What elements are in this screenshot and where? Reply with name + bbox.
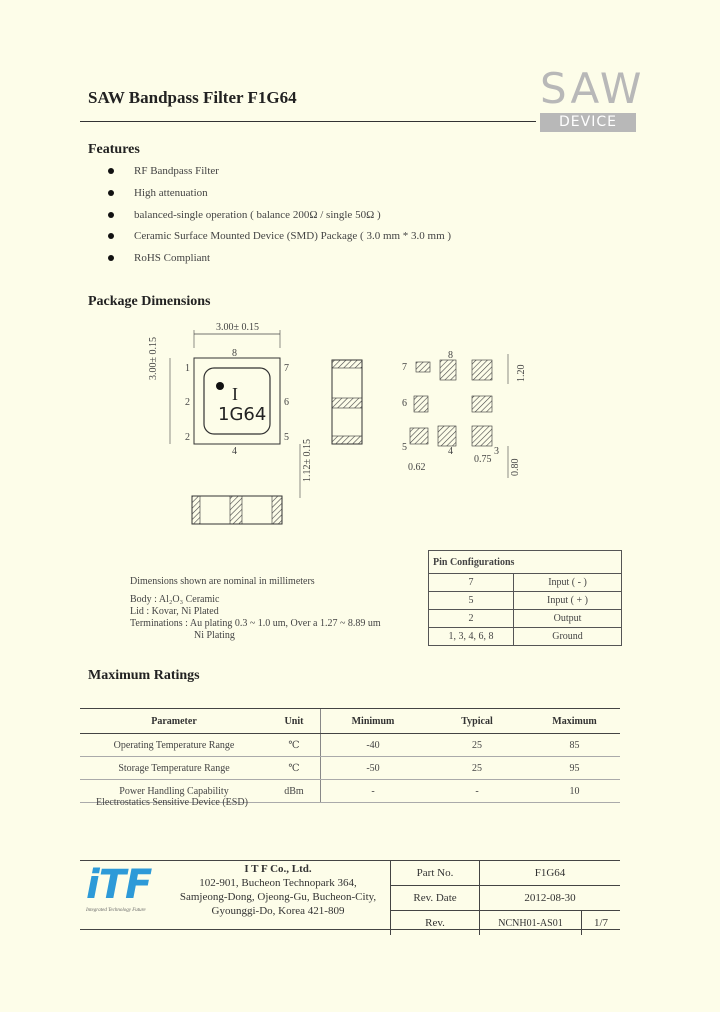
- table-row: Storage Temperature Range ℃ -50 25 95: [80, 757, 620, 780]
- land-pin-label: 3: [494, 446, 499, 457]
- note-line: Lid : Kovar, Ni Plated: [130, 606, 219, 617]
- land-dimension: 0.75: [474, 454, 492, 465]
- land-pad: [472, 426, 492, 446]
- land-pin-label: 8: [448, 350, 453, 361]
- esd-note: Electrostatics Sensitive Device (ESD): [96, 797, 248, 808]
- land-pad: [472, 360, 492, 380]
- marking-line-2: 1G64: [218, 404, 267, 425]
- note-line: Ni Plating: [194, 630, 235, 641]
- pin-label: 2: [185, 432, 190, 443]
- feature-item: RoHS Compliant: [108, 252, 210, 264]
- table-row: Operating Temperature Range ℃ -40 25 85: [80, 734, 620, 757]
- table-header-row: Parameter Unit Minimum Typical Maximum: [80, 709, 620, 734]
- package-heading: Package Dimensions: [88, 294, 211, 309]
- land-pad: [414, 396, 428, 412]
- dimension-thickness: 1.12± 0.15: [302, 439, 313, 482]
- land-pad: [472, 396, 492, 412]
- table-row: 7 Input ( - ): [429, 574, 622, 592]
- land-pad: [440, 360, 456, 380]
- feature-item: balanced-single operation ( balance 200Ω / single 50Ω ): [108, 209, 381, 221]
- table-row: Power Handling Capability dBm - - 10: [80, 780, 620, 803]
- features-heading: Features: [88, 142, 140, 157]
- pin-label: 8: [232, 348, 237, 359]
- bullet-icon: [108, 212, 114, 218]
- bullet-icon: [108, 168, 114, 174]
- feature-item: High attenuation: [108, 187, 208, 199]
- company-address: I T F Co., Ltd. 102-901, Bucheon Technopark 364, Samjeong-Dong, Ojeong-Gu, Bucheon-City, Gyounggi-Do, Korea 421-809: [179, 863, 377, 917]
- note-line: Body : Al₂O₃ Ceramic: [130, 594, 220, 605]
- saw-logo-text: SAW: [540, 64, 645, 113]
- table-row: 2 Output: [429, 610, 622, 628]
- dimension-width: 3.00± 0.15: [216, 322, 259, 333]
- note-line: Dimensions shown are nominal in millimeters: [130, 576, 315, 587]
- pin-label: 6: [284, 397, 289, 408]
- marking-line-1: I: [232, 384, 238, 404]
- land-pad: [410, 428, 428, 444]
- feature-item: RF Bandpass Filter: [108, 165, 219, 177]
- pin-label: 2: [185, 397, 190, 408]
- table-row: 5 Input ( + ): [429, 592, 622, 610]
- bullet-icon: [108, 190, 114, 196]
- land-dimension: 1.20: [516, 364, 527, 382]
- pin-config-heading: Pin Configurations: [429, 551, 622, 574]
- feature-item: Ceramic Surface Mounted Device (SMD) Package ( 3.0 mm * 3.0 mm ): [108, 230, 451, 242]
- pin-config-table: [428, 550, 622, 646]
- land-dimension: 0.80: [510, 458, 521, 476]
- package-drawing: [150, 318, 550, 538]
- table-row: 1, 3, 4, 6, 8 Ground: [429, 628, 622, 646]
- land-pin-label: 7: [402, 362, 407, 373]
- pin-label: 4: [232, 446, 237, 457]
- land-pad: [416, 362, 430, 372]
- note-line: Terminations : Au plating 0.3 ~ 1.0 um, Over a 1.27 ~ 8.89 um: [130, 618, 381, 629]
- pin-label: 1: [185, 363, 190, 374]
- itf-logo: iTF Integrated Technology Future: [86, 862, 152, 913]
- ratings-heading: Maximum Ratings: [88, 668, 200, 683]
- title-divider: [80, 121, 536, 122]
- land-pin-label: 4: [448, 446, 453, 457]
- revision-table: Part No. F1G64 Rev. Date 2012-08-30 Rev. NCNH01-AS01 1/7: [390, 861, 620, 935]
- device-logo-text: DEVICE: [540, 113, 636, 132]
- bullet-icon: [108, 255, 114, 261]
- pin-label: 7: [284, 363, 289, 374]
- pin-label: 5: [284, 432, 289, 443]
- land-pin-label: 5: [402, 442, 407, 453]
- bullet-icon: [108, 233, 114, 239]
- dimension-height: 3.00± 0.15: [148, 337, 159, 380]
- ratings-table: [80, 708, 620, 803]
- document-title: SAW Bandpass Filter F1G64: [88, 88, 297, 107]
- pin1-marker: [216, 382, 224, 390]
- land-dimension: 0.62: [408, 462, 426, 473]
- land-pad: [438, 426, 456, 446]
- land-pin-label: 6: [402, 398, 407, 409]
